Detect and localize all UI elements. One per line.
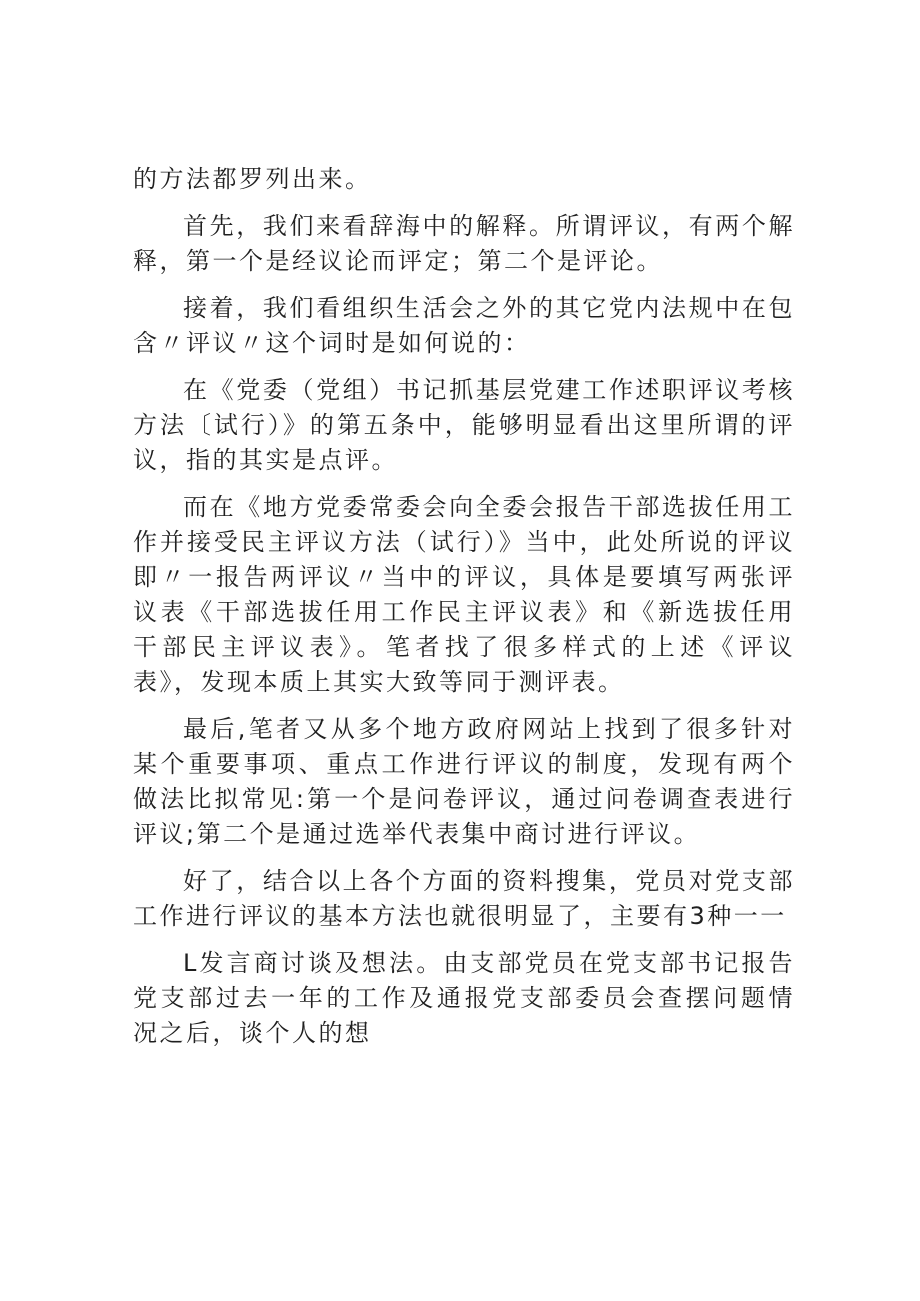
paragraph-5: 而在《地方党委常委会向全委会报告干部选拔任用工作并接受民主评议方法（试行）》当中，此处所说的评议即〃一报告两评议〃当中的评议，具体是要填写两张评议表《干部选拔任用工作民主评议表》和《新选拔任用干部民主评议表》。笔者找了很多样式的上述《评议表》，发现本质上其实大致等同于测评表。 bbox=[133, 493, 795, 696]
paragraph-7: 好了，结合以上各个方面的资料搜集，党员对党支部工作进行评议的基本方法也就很明显了，主要有3种一一 bbox=[133, 867, 795, 930]
paragraph-2: 首先，我们来看辞海中的解释。所谓评议，有两个解释，第一个是经议论而评定；第二个是评论。 bbox=[133, 212, 795, 275]
paragraph-1: 的方法都罗列出来。 bbox=[133, 165, 372, 193]
document-page bbox=[133, 162, 795, 1051]
paragraph-3: 接着，我们看组织生活会之外的其它党内法规中在包含〃评议〃这个词时是如何说的： bbox=[133, 294, 795, 357]
paragraph-8: L发言商讨谈及想法。由支部党员在党支部书记报告党支部过去一年的工作及通报党支部委员会查摆问题情况之后，谈个人的想 bbox=[133, 949, 795, 1047]
paragraph-4: 在《党委（党组）书记抓基层党建工作述职评议考核方法〔试行）》的第五条中，能够明显看出这里所谓的评议，指的其实是点评。 bbox=[133, 376, 795, 474]
paragraph-6: 最后,笔者又从多个地方政府网站上找到了很多针对某个重要事项、重点工作进行评议的制度，发现有两个做法比拟常见:第一个是问卷评议，通过问卷调查表进行评议;第二个是通过选举代表集中商讨进行评议。 bbox=[133, 715, 795, 848]
